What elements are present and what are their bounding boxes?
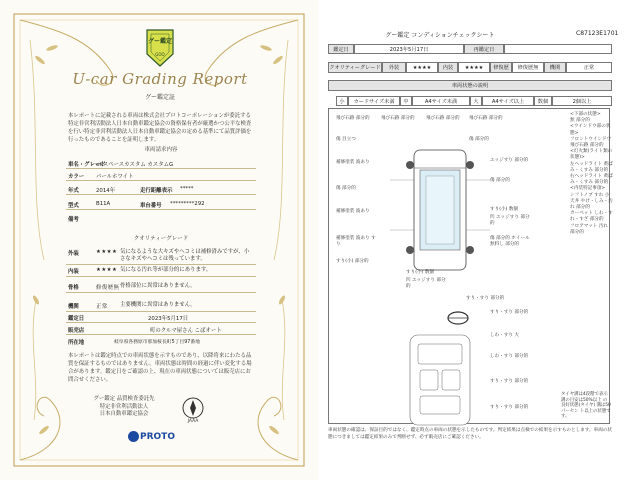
size-value: 2個以上 bbox=[552, 96, 612, 106]
quality-desc: 気になる汚れ等が部分的にあります。 bbox=[120, 267, 212, 273]
sheet-disclaimer: 車両状態の確認は、保証目的ではなく、鑑定時点の車両の状態を示したものです。判定結果は点検での結果を示すものとします。車両の状態につきましては鑑定結果のみで判断せず、必ず販売店にご確認ください。 bbox=[328, 428, 612, 440]
certificate-signature bbox=[84, 396, 164, 419]
damage-label: すり(小) 部分的 bbox=[336, 259, 369, 264]
year-label: 年式 bbox=[68, 188, 79, 194]
reappraisal-value bbox=[504, 44, 612, 54]
divider bbox=[66, 194, 256, 195]
grade-cell-label: 外装 bbox=[382, 62, 406, 73]
quality-section-title: クオリティーグレード bbox=[133, 236, 189, 242]
damage-label: しわ・すり 大 bbox=[490, 333, 520, 338]
quality-label: 機関 bbox=[68, 304, 79, 310]
quality-desc: 骨格部位に異常はありません。 bbox=[120, 283, 196, 289]
tire-legend: タイヤ溝は4段階で表示 溝の目安は50%以上 の良好状態(タイヤ) 溝は50パーセン ト以上の状態です。 bbox=[561, 392, 611, 420]
size-label: 中 bbox=[400, 96, 412, 106]
damage-label: すり・すり 部分的 bbox=[466, 296, 505, 301]
damage-label: 傷 目立つ bbox=[336, 137, 356, 142]
divider bbox=[66, 180, 256, 181]
grade-cell-value: 正常 bbox=[566, 62, 612, 73]
proto-logo-icon bbox=[128, 431, 139, 442]
damage-label: 傷 部分的 ホイール 無料し 部分的 bbox=[490, 236, 530, 247]
note-line: <下部の状態> bbox=[570, 112, 601, 117]
quality-stars: ★★★★ bbox=[96, 249, 118, 255]
damage-label: 凹 エッジすり 部分的 bbox=[490, 215, 530, 226]
divider bbox=[66, 168, 256, 169]
divider bbox=[66, 276, 256, 277]
chassis-label: 車台番号 bbox=[140, 203, 162, 209]
status-title: 車両状態の説明 bbox=[328, 80, 612, 91]
sign-line: グー鑑定 品質検査委託先 bbox=[93, 396, 155, 402]
mileage-value: ***** bbox=[180, 186, 194, 192]
grade-cell-label: 修復歴 bbox=[490, 62, 512, 73]
damage-label: すり・すり 部分的 bbox=[490, 310, 529, 315]
damage-label: すり・すり 部分的 bbox=[490, 405, 529, 410]
certificate-footer: 本レポートは鑑定時点での車両状態を示すものであり、以降将来にわたる品質を保証するものではありません。車両状態は時間の経過に伴い変化する場合があります。鑑定日をご確認の上、現在の車両状態については販売店にお問合せください。 bbox=[68, 353, 252, 383]
quality-stars: ★★★★ bbox=[96, 267, 118, 273]
grade-cell-value: 修復歴無 bbox=[512, 62, 544, 73]
size-value: カードサイズ未満 bbox=[348, 96, 400, 106]
vehicle-label: 車名・グレード bbox=[68, 162, 106, 168]
damage-label: すり(小) 数個 bbox=[490, 207, 519, 212]
damage-label: 傷 部分的 bbox=[336, 186, 356, 191]
note-line: カーペット しわ・すれ・すざ 部分的 bbox=[570, 211, 613, 223]
color-value: パールホワイト bbox=[96, 174, 134, 180]
size-label: 数個 bbox=[534, 96, 552, 106]
grade-cell-label: 内装 bbox=[438, 62, 458, 73]
damage-label: 飛び石跡 部分的 bbox=[426, 116, 460, 121]
shop-label: 販売店 bbox=[68, 328, 85, 334]
note-line: 無 部分的 bbox=[570, 118, 590, 124]
damage-label: 補修塗装 波あり bbox=[336, 160, 370, 165]
date-value: 2023年5月17日 bbox=[354, 44, 464, 54]
sheet-title: グー鑑定 コンディションチェックシート bbox=[385, 32, 495, 39]
address-label: 所在地 bbox=[68, 340, 85, 346]
divider bbox=[66, 334, 256, 335]
damage-label: 傷 部分的 bbox=[490, 178, 510, 183]
certificate-intro: 本レポートに記載される車両は株式会社プロトコーポレーションが委託する特定非営利活動法人日本自動車鑑定協会の資格保有者が厳選かつ公平な検査を行い特定非営利活動法人日本自動車鑑定協会の定める基準にて品質評価を行ったものであることを証明します。 bbox=[68, 113, 252, 143]
date-label: 鑑定日 bbox=[328, 44, 354, 54]
sign-line: 特定非営利活動法人 bbox=[99, 403, 149, 410]
chassis-value: *********292 bbox=[170, 201, 205, 207]
vehicle-value: eKスペースカスタム カスタムG bbox=[96, 162, 174, 168]
damage-label: 補修塗装 波あり すり bbox=[336, 236, 376, 247]
grade-cell-value: ★★★★ bbox=[406, 62, 438, 73]
divider bbox=[66, 209, 256, 210]
model-label: 型式 bbox=[68, 203, 79, 209]
grade-cell-value: ★★★★ bbox=[458, 62, 490, 73]
interior-notes bbox=[570, 112, 614, 236]
vehicle-section-title: 車両請求内容 bbox=[144, 147, 178, 153]
year-value: 2014年 bbox=[96, 188, 116, 194]
mileage-label: 走行距離表示 bbox=[140, 188, 173, 194]
note-line: <ウインドウ部の状態> bbox=[570, 124, 611, 136]
damage-label: しわ・すり 部分的 bbox=[490, 354, 529, 359]
badge-subtitle: GOO bbox=[155, 52, 165, 57]
badge-title: グー鑑定 bbox=[147, 38, 172, 45]
quality-label: 外装 bbox=[68, 251, 79, 257]
jaaa-label: JAAA bbox=[187, 419, 199, 424]
grade-label: クオリティーグレード bbox=[328, 62, 382, 73]
appraisal-date-value: 2023年5月17日 bbox=[148, 316, 189, 322]
quality-stars: 修復歴無 bbox=[96, 285, 120, 291]
grading-certificate bbox=[0, 0, 318, 480]
damage-label: 飛び石跡 部分的 bbox=[381, 116, 415, 121]
note-line: フロアマット 汚れ 部分的 bbox=[570, 223, 609, 235]
damage-label: すり(小) 数個 bbox=[406, 270, 435, 275]
divider bbox=[66, 311, 256, 312]
damage-label: 補修塗装 波あり bbox=[336, 209, 370, 214]
sign-line: 日本自動車鑑定協会 bbox=[99, 411, 149, 417]
damage-label: 飛び石跡 部分的 bbox=[469, 116, 503, 121]
reappraisal-label: 再鑑定日 bbox=[464, 44, 504, 54]
note-line: 天井 やけ・しみ・汚れ 部分的 bbox=[570, 198, 613, 211]
quality-stars: 正常 bbox=[96, 304, 108, 310]
damage-label: すり・すり 部分的 bbox=[490, 379, 529, 384]
appraisal-date-label: 鑑定日 bbox=[68, 316, 85, 322]
report-title: U-car Grading Report bbox=[72, 70, 248, 88]
quality-label: 骨格 bbox=[68, 285, 79, 291]
damage-label: 凹 エッジすり 部分的 bbox=[406, 278, 446, 289]
note-line: 左ヘッドライト 黄ばみ・くすみ 部分的 bbox=[570, 161, 613, 173]
color-label: カラー bbox=[68, 174, 85, 180]
sheet-code: C87123E1701 bbox=[576, 30, 619, 37]
quality-label: 内装 bbox=[68, 269, 79, 275]
address-value: 岐阜県各務原市那加桜長町5丁目97番地 bbox=[114, 340, 200, 345]
certificate-heading: グー鑑定証 bbox=[144, 94, 175, 101]
note-line: <灯火類(ライト類の状態)> bbox=[570, 149, 613, 161]
note-line: フロントウインドウ 飛び石跡 部分的 bbox=[570, 136, 612, 149]
quality-desc: 気になるような大キズやヘコミは補修済みですが、小さなキズやヘコミは残っています。 bbox=[120, 249, 250, 262]
note-line: 右ヘッドライト 黄ばみ・くすみ 部分的 bbox=[570, 174, 613, 186]
size-value: A4サイズ以上 bbox=[482, 96, 534, 106]
note-line: <内装特記事項> bbox=[570, 186, 606, 192]
divider bbox=[66, 264, 256, 265]
size-value: A4サイズ未満 bbox=[412, 96, 470, 106]
note-line: シフトノブ すれ 小 bbox=[570, 192, 610, 198]
divider bbox=[66, 322, 256, 323]
damage-label: エッジすり 部分的 bbox=[490, 158, 529, 163]
grade-cell-label: 機関 bbox=[544, 62, 566, 73]
size-label: 小 bbox=[336, 96, 348, 106]
proto-logo-text: PROTO bbox=[140, 432, 175, 442]
goo-badge-icon bbox=[143, 28, 177, 68]
quality-desc: 主要機関に異常はありません。 bbox=[120, 302, 196, 308]
model-value: B11A bbox=[96, 201, 111, 207]
shop-value: 町のクルマ屋さん こばオート bbox=[150, 328, 222, 334]
divider bbox=[66, 292, 256, 293]
damage-label: 傷 部分的 bbox=[469, 137, 489, 142]
size-label: 大 bbox=[470, 96, 482, 106]
damage-label: 飛び石跡 部分的 bbox=[336, 116, 370, 121]
remarks-label: 備考 bbox=[68, 217, 79, 223]
